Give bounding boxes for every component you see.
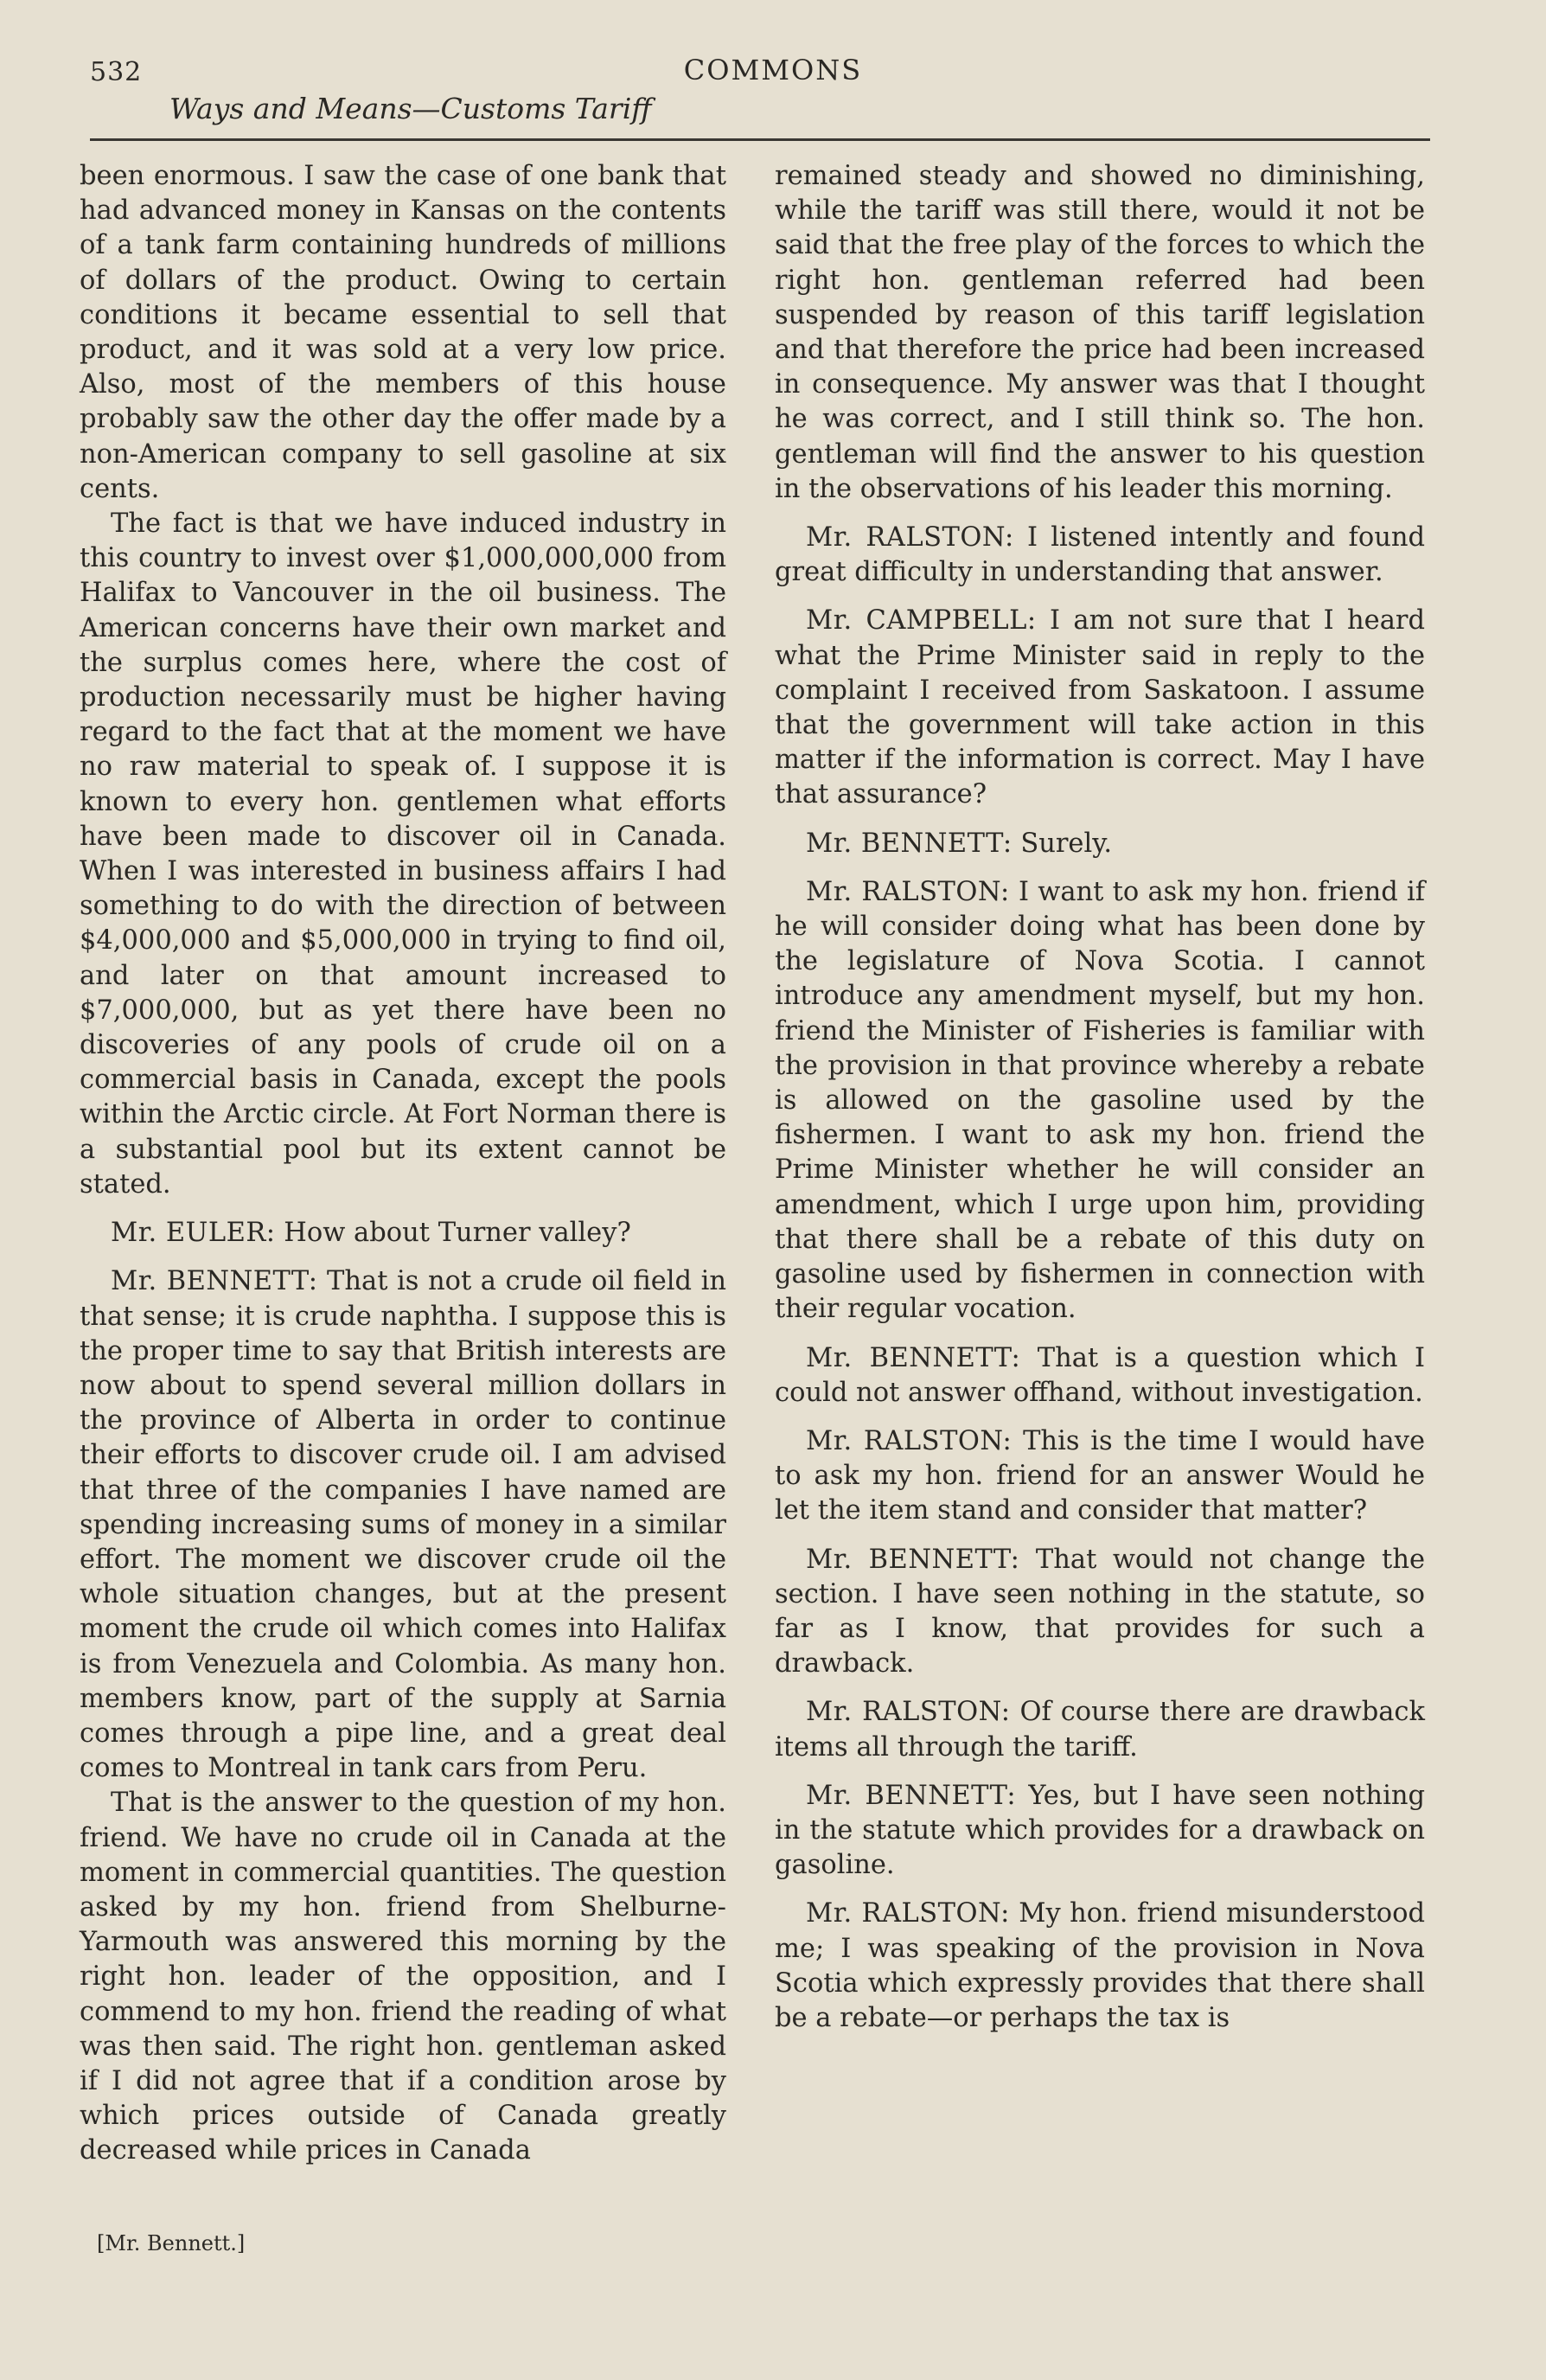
- speech-text: I am not sure that I heard what the Prime Minister said in reply to the complaint I received from Saskatoon. I assume that the government will take action in this matter if the information is correct. May I have that assurance?: [775, 605, 1425, 810]
- speaker-name: Mr. EULER:: [111, 1218, 276, 1249]
- speech-text: Surely.: [1020, 828, 1113, 859]
- speech-text: This is the time I would have to ask my hon. friend for an answer Would he let the item stand and consider that matter?: [775, 1425, 1425, 1526]
- speaker-name: Mr. BENNETT:: [806, 1544, 1020, 1575]
- speech-text: My hon. friend misunderstood me; I was speaking of the provision in Nova Scotia which expressly provides that there shall be a rebate—or perhaps the tax is: [775, 1898, 1425, 2033]
- speech-text: I want to ask my hon. friend if he will consider doing what has been done by the legislature of Nova Scotia. I cannot introduce any amendment myself, but my hon. friend the Minister of Fisheries is familiar with the provision in that province whereby a rebate is allowed on the gasoline used by the fishermen. I want to ask my hon. friend the Prime Minister whether he will consider an amendment, which I urge upon him, providing that there shall be a rebate of this duty on gasoline used by fishermen in connection with their regular vocation.: [775, 876, 1425, 1325]
- speaker-name: Mr. CAMPBELL:: [806, 605, 1037, 637]
- speech-paragraph: [775, 827, 1425, 861]
- speech-paragraph: [775, 1341, 1425, 1411]
- speech-text: Of course there are drawback items all through the tariff.: [775, 1697, 1425, 1763]
- speech-paragraph: [80, 1264, 726, 1786]
- speaker-name: Mr. BENNETT:: [111, 1266, 318, 1297]
- speech-paragraph: [775, 875, 1425, 1328]
- left-column: [80, 159, 726, 2169]
- speech-text: Yes, but I have seen nothing in the statute which provides for a drawback on gasoline.: [775, 1780, 1425, 1881]
- speech-paragraph: [775, 1897, 1425, 2036]
- speech-paragraph: [80, 1216, 726, 1251]
- paragraph: remained steady and showed no diminishing, while the tariff was still there, would it not be said that the free play of the forces to which the right hon. gentleman referred had been suspended by reason of this tariff legislation and that therefore the price had been increased in consequence. My answer was that I thought he was correct, and I still think so. The hon. gentleman will find the answer to his question in the observations of his leader this morning.: [775, 161, 1425, 504]
- section-title: Ways and Means—Customs Tariff: [169, 92, 652, 125]
- speech-paragraph: [775, 1424, 1425, 1529]
- speaker-name: Mr. BENNETT:: [806, 1780, 1017, 1811]
- running-head: COMMONS: [683, 54, 863, 86]
- right-column: [775, 159, 1425, 2036]
- footer-note: [Mr. Bennett.]: [97, 2231, 246, 2255]
- speech-text: That is not a crude oil field in that sense; it is crude naphtha. I suppose this is the proper time to say that British interests are now about to spend several million dollars in the province of Alberta in order to continue their efforts to discover crude oil. I am advised that three of the companies I have named are spending increasing sums of money in a similar effort. The moment we discover crude oil the whole situation changes, but at the present moment the crude oil which comes into Halifax is from Venezuela and Colombia. As many hon. members know, part of the supply at Sarnia comes through a pipe line, and a great deal comes to Montreal in tank cars from Peru.: [80, 1266, 727, 1784]
- speech-text: I listened intently and found great difficulty in understanding that answer.: [775, 522, 1426, 588]
- speaker-name: Mr. BENNETT:: [806, 1342, 1021, 1373]
- speaker-name: Mr. RALSTON:: [806, 1898, 1010, 1929]
- speech-paragraph: [775, 1543, 1425, 1682]
- speaker-name: Mr. BENNETT:: [806, 828, 1013, 859]
- paragraph: The fact is that we have induced industry in this country to invest over $1,000,000,000 from Halifax to Vancouver in the oil business. The American concerns have their own market and the surplus comes here, where the cost of production necessarily must be higher having regard to the fact that at the moment we have no raw material to speak of. I suppose it is known to every hon. gentlemen what efforts have been made to discover oil in Canada. When I was interested in business affairs I had something to do with the direction of between $4,000,000 and $5,000,000 in trying to find oil, and later on that amount increased to $7,000,000, but as yet there have been no discoveries of any pools of crude oil on a commercial basis in Canada, except the pools within the Arctic circle. At Fort Norman there is a substantial pool but its extent cannot be stated.: [80, 509, 726, 1200]
- speech-text: That would not change the section. I have seen nothing in the statute, so far as I know, that provides for such a drawback.: [775, 1544, 1426, 1679]
- speaker-name: Mr. RALSTON:: [806, 1697, 1011, 1728]
- speaker-name: Mr. RALSTON:: [806, 522, 1014, 553]
- speech-paragraph: [775, 1695, 1425, 1764]
- speaker-name: Mr. RALSTON:: [806, 876, 1010, 907]
- speech-text: That is a question which I could not answer offhand, without investigation.: [775, 1342, 1425, 1408]
- page-number: 532: [90, 57, 143, 87]
- speaker-name: Mr. RALSTON:: [806, 1425, 1013, 1456]
- speech-text: How about Turner valley?: [284, 1218, 631, 1249]
- header-rule: [90, 138, 1430, 141]
- paragraph: That is the answer to the question of my hon. friend. We have no crude oil in Canada at the moment in commercial quantities. The question asked by my hon. friend from Shelburne-Yarmouth was answered this morning by the right hon. leader of the opposition, and I commend to my hon. friend the reading of what was then said. The right hon. gentleman asked if I did not agree that if a condition arose by which prices outside of Canada greatly decreased while prices in Canada: [80, 1788, 726, 2166]
- speech-paragraph: [775, 521, 1425, 590]
- speech-paragraph: [775, 604, 1425, 812]
- paragraph: been enormous. I saw the case of one bank that had advanced money in Kansas on the contents of a tank farm containing hundreds of millions of dollars of the product. Owing to certain conditions it became essential to sell that product, and it was sold at a very low price. Also, most of the members of this house probably saw the other day the offer made by a non-American company to sell gasoline at six cents.: [80, 161, 726, 504]
- speech-paragraph: [775, 1779, 1425, 1884]
